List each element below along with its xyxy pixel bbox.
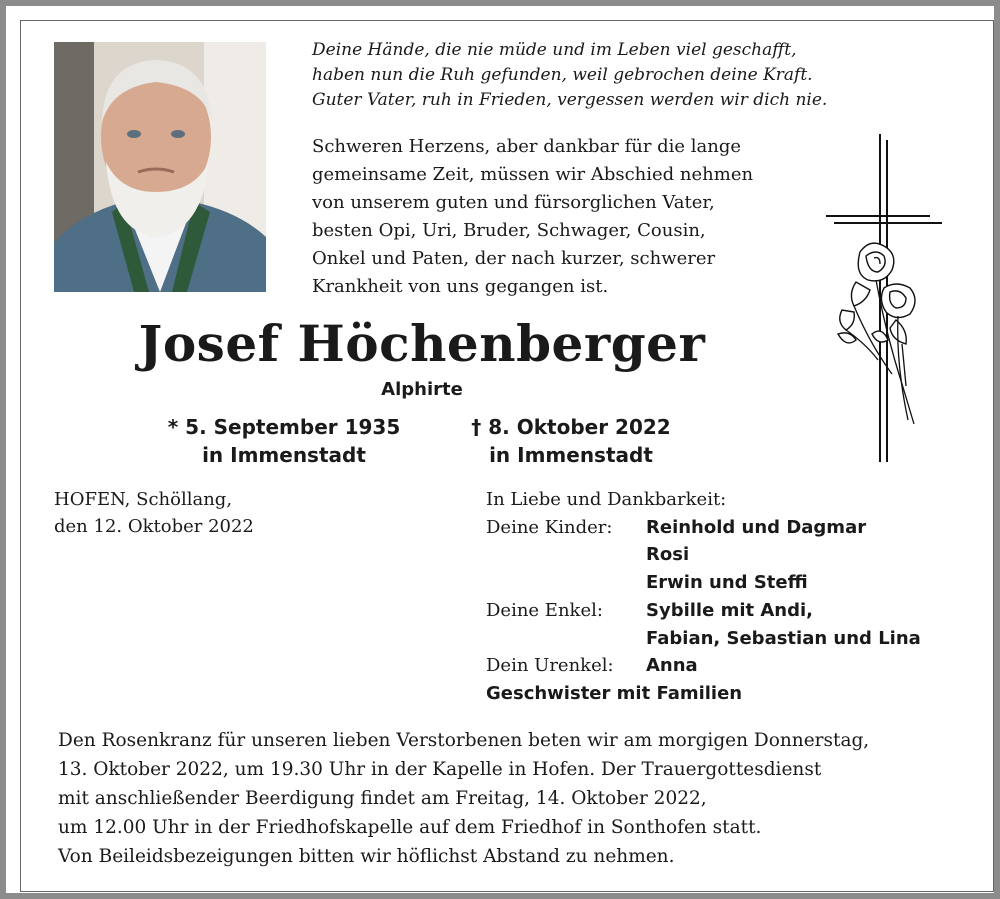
mourner-names: Erwin und Steffi [646, 572, 808, 594]
place-line: HOFEN, Schöllang, [54, 489, 233, 510]
intro-line: Onkel und Paten, der nach kurzer, schwerer [312, 248, 716, 269]
intro-line: Schweren Herzens, aber dankbar für die lange [312, 136, 742, 157]
funeral-notice [58, 726, 869, 871]
poem-line: Guter Vater, ruh in Frieden, vergessen werden wir dich nie. [312, 90, 828, 110]
poem [312, 38, 827, 113]
mourner-label: Dein Urenkel: [486, 655, 614, 677]
death-place: in Immenstadt [489, 443, 653, 467]
mourners-footer: Geschwister mit Familien [486, 682, 743, 704]
deceased-name: Josef Höchenberger [138, 314, 706, 373]
mourner-names: Rosi [646, 544, 690, 566]
intro-line: von unserem guten und fürsorglichen Vater, [312, 192, 715, 213]
intro-line: besten Opi, Uri, Bruder, Schwager, Cousin, [312, 220, 706, 241]
mourner-row [486, 597, 921, 625]
intro-text [312, 133, 753, 301]
cross-with-roses-icon [826, 134, 944, 468]
mourner-row [486, 625, 921, 653]
poem-line: haben nun die Ruh gefunden, weil gebrochen deine Kraft. [312, 65, 813, 85]
mourner-names: Anna [646, 655, 698, 677]
birth-place: in Immenstadt [202, 443, 366, 467]
mourner-row [486, 569, 921, 597]
notice-line: 13. Oktober 2022, um 19.30 Uhr in der Kapelle in Hofen. Der Trauergottesdienst [58, 759, 822, 780]
mourners-heading: In Liebe und Dankbarkeit: [486, 489, 727, 510]
mourner-label: Deine Enkel: [486, 599, 603, 621]
intro-line: Krankheit von uns gegangen ist. [312, 276, 609, 297]
mourner-row [486, 541, 921, 569]
mourner-label [486, 625, 646, 653]
portrait-photo [54, 42, 266, 292]
mourner-row [486, 514, 921, 542]
notice-line: um 12.00 Uhr in der Friedhofskapelle auf dem Friedhof in Sonthofen statt. [58, 817, 762, 838]
mourner-label: Deine Kinder: [486, 516, 613, 538]
death-info [466, 413, 676, 469]
intro-line: gemeinsame Zeit, müssen wir Abschied nehmen [312, 164, 754, 185]
notice-line: Von Beileidsbezeigungen bitten wir höflichst Abstand zu nehmen. [58, 846, 675, 867]
occupation: Alphirte [381, 379, 463, 400]
notice-line: mit anschließender Beerdigung findet am Freitag, 14. Oktober 2022, [58, 788, 707, 809]
birth-info [165, 413, 403, 469]
mourner-label [486, 569, 646, 597]
place-and-date [54, 486, 254, 540]
mourners-list [486, 486, 921, 708]
date-line: den 12. Oktober 2022 [54, 516, 254, 537]
mourner-label [486, 541, 646, 569]
birth-date: * 5. September 1935 [167, 415, 401, 439]
notice-line: Den Rosenkranz für unseren lieben Verstorbenen beten wir am morgigen Donnerstag, [58, 730, 870, 751]
mourner-names: Sybille mit Andi, [646, 599, 814, 621]
mourner-names: Reinhold und Dagmar [646, 516, 867, 538]
death-date: † 8. Oktober 2022 [471, 415, 671, 439]
mourner-names: Fabian, Sebastian und Lina [646, 627, 921, 649]
mourner-row [486, 652, 921, 680]
poem-line: Deine Hände, die nie müde und im Leben viel geschafft, [312, 40, 797, 60]
